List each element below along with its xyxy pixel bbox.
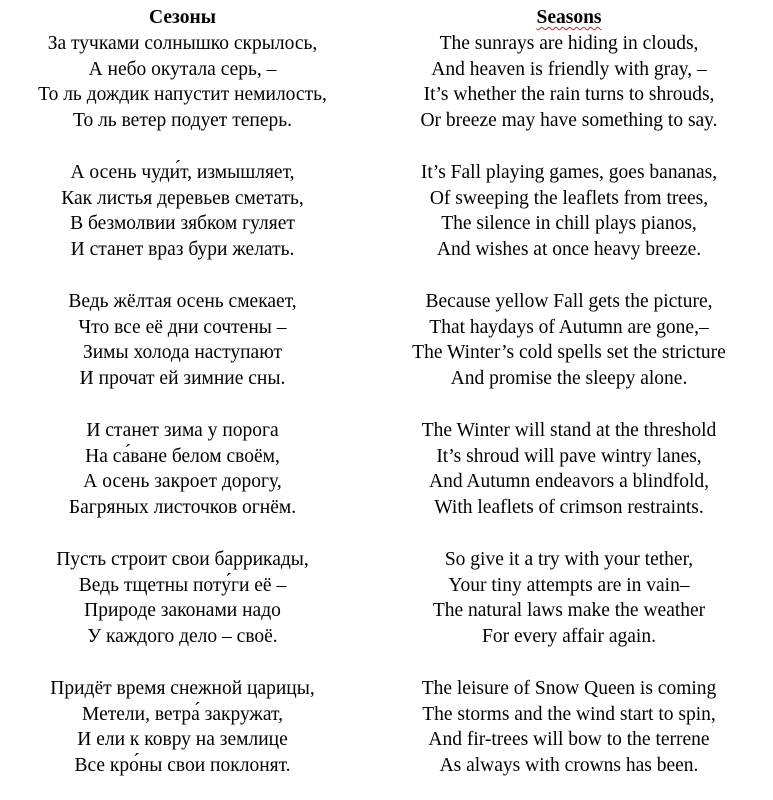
russian-verse-line: А небо окутала серь, – (88, 58, 277, 80)
english-verse-line: The storms and the wind start to spin, (422, 703, 716, 725)
english-stanza (365, 676, 773, 779)
russian-verse-line: То ль дождик напустит немилость, (38, 84, 327, 106)
russian-stanza (0, 160, 365, 263)
russian-title: Сезоны (149, 7, 216, 28)
english-stanza (365, 160, 773, 263)
russian-verse-line: Пусть строит свои баррикады, (56, 548, 309, 570)
english-verse-line: The silence in chill plays pianos, (441, 213, 697, 235)
russian-verse-line: Зимы холода наступают (82, 342, 283, 364)
english-verse-line: The leisure of Snow Queen is coming (421, 677, 717, 699)
russian-verse-line: За тучками солнышко скрылось, (47, 32, 318, 54)
russian-stanza (0, 418, 365, 521)
english-verse-line: Your tiny attempts are in vain– (448, 574, 690, 596)
english-verse-line: With leaflets of crimson restraints. (434, 497, 704, 519)
english-verse-line: And heaven is friendly with gray, – (431, 58, 707, 80)
english-stanza (365, 289, 773, 392)
russian-stanzas (0, 31, 365, 779)
english-verse-line: It’s shroud will pave wintry lanes, (436, 445, 702, 467)
russian-verse-line: На са́ване белом своём, (85, 445, 280, 467)
russian-verse-line: Как листья деревьев сметать, (61, 187, 304, 209)
english-verse-line: The natural laws make the weather (432, 600, 706, 622)
english-verse-line: That haydays of Autumn are gone,– (429, 316, 709, 338)
russian-verse-line: И станет враз бури желать. (70, 239, 295, 261)
english-verse-line: The Winter’s cold spells set the stricture (412, 342, 726, 364)
russian-verse-line: Все кро́ны свои поклонят. (74, 755, 291, 777)
english-column (365, 5, 773, 795)
russian-verse-line: А осень закроет дорогу, (83, 471, 282, 493)
english-stanza (365, 547, 773, 650)
russian-column (0, 5, 365, 795)
russian-stanza (0, 547, 365, 650)
russian-verse-line: То ль ветер подует теперь. (73, 110, 292, 132)
english-stanza (365, 418, 773, 521)
english-verse-line: The sunrays are hiding in clouds, (439, 32, 699, 54)
english-verse-line: And fir-trees will bow to the terrene (428, 729, 710, 751)
russian-verse-line: У каждого дело – своё. (87, 626, 278, 648)
russian-verse-line: Природе законами надо (84, 600, 281, 622)
english-verse-line: The Winter will stand at the threshold (421, 419, 717, 441)
english-verse-line: It’s whether the rain turns to shrouds, (423, 84, 715, 106)
russian-verse-line: А осень чуди́т, измышляет, (70, 161, 295, 183)
russian-stanza (0, 31, 365, 134)
english-verse-line: Or breeze may have something to say. (420, 110, 718, 132)
russian-verse-line: И станет зима у порога (86, 419, 279, 441)
english-stanza (365, 31, 773, 134)
english-verse-line: As always with crowns has been. (439, 755, 699, 777)
russian-verse-line: И ели к ковру на землице (77, 729, 288, 751)
english-verse-line: Of sweeping the leaflets from trees, (429, 187, 709, 209)
russian-verse-line: И прочат ей зимние сны. (79, 368, 286, 390)
english-verse-line: It’s Fall playing games, goes bananas, (420, 161, 718, 183)
english-verse-line: For every affair again. (482, 626, 656, 648)
russian-stanza (0, 289, 365, 392)
english-stanzas (365, 31, 773, 779)
russian-verse-line: Что все её дни сочтены – (78, 316, 287, 338)
russian-verse-line: Придёт время снежной царицы, (50, 677, 315, 699)
english-title: Seasons (536, 7, 602, 28)
russian-stanza (0, 676, 365, 779)
english-verse-line: Because yellow Fall gets the picture, (425, 290, 713, 312)
russian-verse-line: Метели, ветра́ закружат, (82, 703, 283, 725)
english-verse-line: And wishes at once heavy breeze. (436, 239, 702, 261)
english-verse-line: And Autumn endeavors a blindfold, (429, 471, 709, 493)
poem-columns (0, 5, 773, 795)
russian-verse-line: Ведь тщетны поту́ги её – (78, 574, 287, 596)
russian-verse-line: Ведь жёлтая осень смекает, (68, 290, 297, 312)
english-verse-line: And promise the sleepy alone. (450, 368, 688, 390)
russian-verse-line: Багряных листочков огнём. (68, 497, 297, 519)
russian-verse-line: В безмолвии зябком гуляет (70, 213, 295, 235)
english-verse-line: So give it a try with your tether, (444, 548, 694, 570)
